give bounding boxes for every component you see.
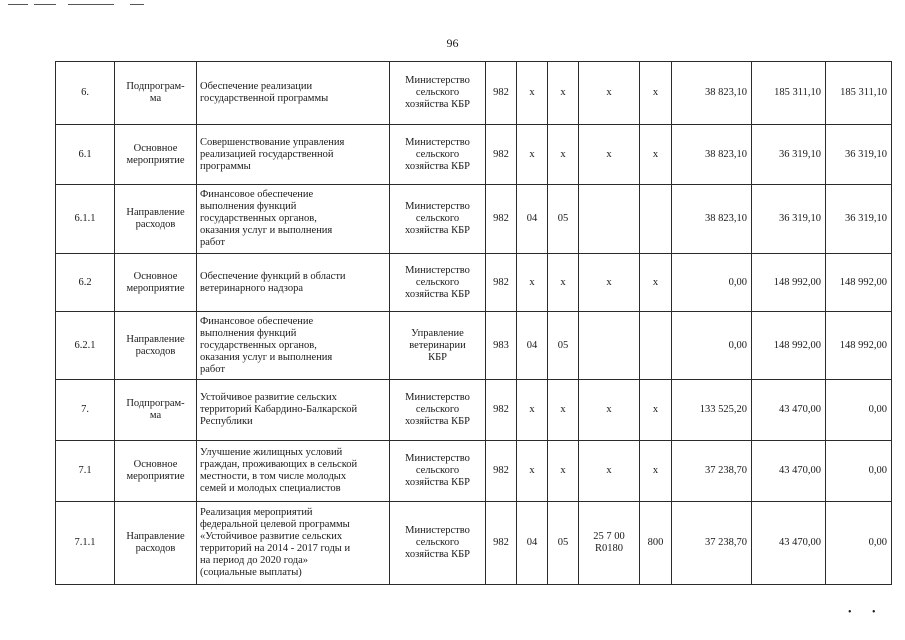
row-amount-2-cell: 36 319,10 (752, 185, 826, 254)
row-expense-type-cell: x (640, 254, 672, 312)
scan-artifact-line (8, 4, 28, 5)
row-amount-2-cell: 185 311,10 (752, 62, 826, 125)
row-amount-2-cell: 36 319,10 (752, 125, 826, 185)
row-expense-type-cell: x (640, 380, 672, 441)
row-target-article-cell: x (579, 125, 640, 185)
table-row (56, 62, 892, 125)
row-number-cell: 6. (56, 62, 115, 125)
row-organization-cell: Министерство сельского хозяйства КБР (390, 502, 486, 585)
row-organization-cell: Управление ветеринарии КБР (390, 312, 486, 380)
row-ministry-code-cell: 982 (486, 254, 517, 312)
row-amount-1-cell: 37 238,70 (672, 502, 752, 585)
row-type-cell: Основное мероприятие (115, 441, 197, 502)
row-number-cell: 6.2.1 (56, 312, 115, 380)
row-type-cell: Направление расходов (115, 502, 197, 585)
row-expense-type-cell: x (640, 125, 672, 185)
row-name-cell: Совершенствование управления реализацией государственной программы (197, 125, 390, 185)
row-number-cell: 7. (56, 380, 115, 441)
scan-artifact-dot: • (848, 607, 852, 618)
row-subsection-cell: 05 (548, 185, 579, 254)
row-name-cell: Реализация мероприятий федеральной целевой программы «Устойчивое развитие сельских территорий на 2014 - 2017 годы и на период до 2020 года» (социальные выплаты) (197, 502, 390, 585)
row-section-cell: x (517, 62, 548, 125)
row-section-cell: 04 (517, 185, 548, 254)
row-ministry-code-cell: 982 (486, 441, 517, 502)
row-target-article-cell (579, 185, 640, 254)
row-organization-cell: Министерство сельского хозяйства КБР (390, 380, 486, 441)
row-subsection-cell: x (548, 125, 579, 185)
row-type-cell: Направление расходов (115, 185, 197, 254)
row-amount-2-cell: 43 470,00 (752, 502, 826, 585)
row-amount-3-cell: 148 992,00 (826, 254, 892, 312)
row-target-article-cell: x (579, 254, 640, 312)
row-type-cell: Направление расходов (115, 312, 197, 380)
row-subsection-cell: x (548, 62, 579, 125)
row-target-article-cell: 25 7 00 R0180 (579, 502, 640, 585)
table-row (56, 185, 892, 254)
table-row (56, 125, 892, 185)
budget-table (55, 61, 892, 585)
row-ministry-code-cell: 982 (486, 125, 517, 185)
table-row (56, 502, 892, 585)
row-ministry-code-cell: 982 (486, 185, 517, 254)
row-name-cell: Улучшение жилищных условий граждан, проживающих в сельской местности, в том числе молодых семей и молодых специалистов (197, 441, 390, 502)
scan-artifact-dot: • (872, 607, 876, 618)
row-target-article-cell: x (579, 441, 640, 502)
row-amount-1-cell: 38 823,10 (672, 125, 752, 185)
row-amount-2-cell: 148 992,00 (752, 312, 826, 380)
row-number-cell: 7.1.1 (56, 502, 115, 585)
row-ministry-code-cell: 982 (486, 502, 517, 585)
row-organization-cell: Министерство сельского хозяйства КБР (390, 254, 486, 312)
row-name-cell: Обеспечение функций в области ветеринарного надзора (197, 254, 390, 312)
row-ministry-code-cell: 983 (486, 312, 517, 380)
row-amount-3-cell: 0,00 (826, 380, 892, 441)
table-body (56, 62, 892, 585)
row-section-cell: x (517, 441, 548, 502)
row-organization-cell: Министерство сельского хозяйства КБР (390, 62, 486, 125)
row-number-cell: 6.1.1 (56, 185, 115, 254)
row-number-cell: 6.2 (56, 254, 115, 312)
row-number-cell: 6.1 (56, 125, 115, 185)
row-amount-1-cell: 38 823,10 (672, 185, 752, 254)
row-amount-3-cell: 148 992,00 (826, 312, 892, 380)
row-expense-type-cell (640, 312, 672, 380)
row-type-cell: Основное мероприятие (115, 125, 197, 185)
row-amount-2-cell: 43 470,00 (752, 380, 826, 441)
row-ministry-code-cell: 982 (486, 380, 517, 441)
row-section-cell: x (517, 254, 548, 312)
row-amount-3-cell: 0,00 (826, 441, 892, 502)
scan-artifact-line (130, 4, 144, 5)
row-target-article-cell (579, 312, 640, 380)
row-section-cell: 04 (517, 502, 548, 585)
row-name-cell: Обеспечение реализации государственной программы (197, 62, 390, 125)
row-amount-2-cell: 43 470,00 (752, 441, 826, 502)
table-row (56, 254, 892, 312)
row-name-cell: Финансовое обеспечение выполнения функций государственных органов, оказания услуг и выполнения работ (197, 185, 390, 254)
table-row (56, 380, 892, 441)
row-amount-3-cell: 36 319,10 (826, 125, 892, 185)
row-organization-cell: Министерство сельского хозяйства КБР (390, 125, 486, 185)
row-amount-1-cell: 0,00 (672, 254, 752, 312)
row-organization-cell: Министерство сельского хозяйства КБР (390, 185, 486, 254)
row-expense-type-cell: x (640, 441, 672, 502)
row-ministry-code-cell: 982 (486, 62, 517, 125)
row-amount-3-cell: 36 319,10 (826, 185, 892, 254)
table-row (56, 441, 892, 502)
row-subsection-cell: x (548, 254, 579, 312)
row-target-article-cell: x (579, 62, 640, 125)
row-name-cell: Устойчивое развитие сельских территорий Кабардино-Балкарской Республики (197, 380, 390, 441)
row-amount-3-cell: 0,00 (826, 502, 892, 585)
row-amount-2-cell: 148 992,00 (752, 254, 826, 312)
page-number: 96 (446, 36, 459, 50)
scan-artifact-line (34, 4, 56, 5)
row-subsection-cell: 05 (548, 502, 579, 585)
row-subsection-cell: 05 (548, 312, 579, 380)
row-section-cell: 04 (517, 312, 548, 380)
row-type-cell: Подпрограм- ма (115, 380, 197, 441)
row-subsection-cell: x (548, 441, 579, 502)
row-number-cell: 7.1 (56, 441, 115, 502)
row-type-cell: Подпрограм- ма (115, 62, 197, 125)
row-expense-type-cell (640, 185, 672, 254)
row-name-cell: Финансовое обеспечение выполнения функций государственных органов, оказания услуг и выполнения работ (197, 312, 390, 380)
row-expense-type-cell: 800 (640, 502, 672, 585)
row-type-cell: Основное мероприятие (115, 254, 197, 312)
row-section-cell: x (517, 380, 548, 441)
row-expense-type-cell: x (640, 62, 672, 125)
row-amount-3-cell: 185 311,10 (826, 62, 892, 125)
row-section-cell: x (517, 125, 548, 185)
row-organization-cell: Министерство сельского хозяйства КБР (390, 441, 486, 502)
row-target-article-cell: x (579, 380, 640, 441)
row-subsection-cell: x (548, 380, 579, 441)
row-amount-1-cell: 0,00 (672, 312, 752, 380)
scan-artifact-line (68, 4, 114, 5)
row-amount-1-cell: 37 238,70 (672, 441, 752, 502)
table-row (56, 312, 892, 380)
row-amount-1-cell: 38 823,10 (672, 62, 752, 125)
row-amount-1-cell: 133 525,20 (672, 380, 752, 441)
